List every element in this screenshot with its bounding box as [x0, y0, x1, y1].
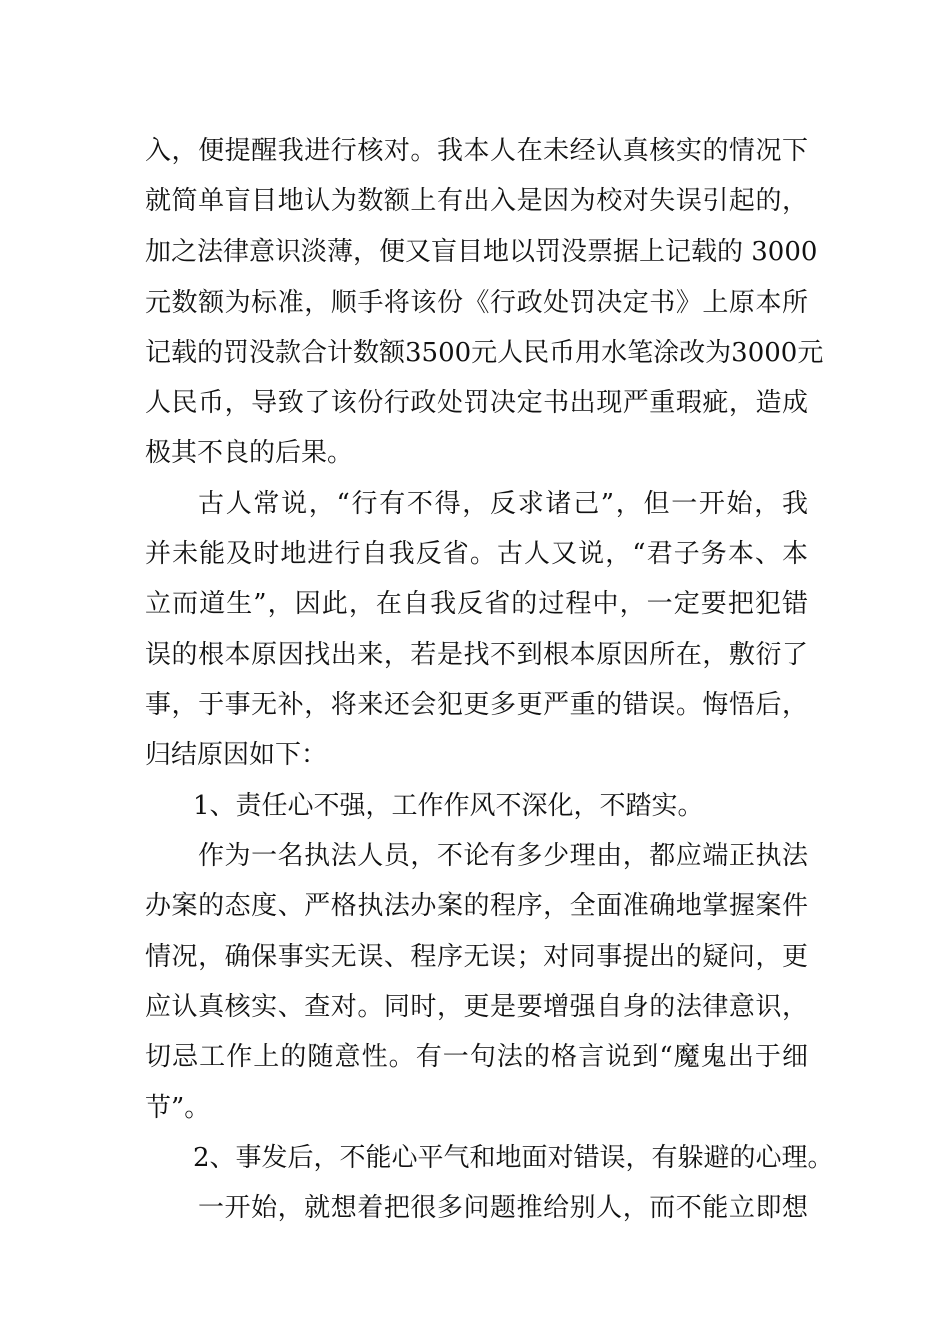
text-line: 就简单盲目地认为数额上有出入是因为校对失误引起的，	[145, 186, 808, 216]
text-line: 元数额为标准，顺手将该份《行政处罚决定书》上原本所	[145, 288, 808, 318]
text-line: 事，于事无补，将来还会犯更多更严重的错误。悔悟后，	[145, 690, 808, 720]
text-line: 立而道生”，因此，在自我反省的过程中，一定要把犯错	[145, 589, 808, 619]
text-line: 情况，确保事实无误、程序无误；对同事提出的疑问，更	[145, 942, 808, 972]
text-line: 记载的罚没款合计数额3500元人民币用水笔涂改为3000元	[145, 338, 824, 368]
text-line: 切忌工作上的随意性。有一句法的格言说到“魔鬼出于细	[145, 1042, 808, 1072]
text-line: 误的根本原因找出来，若是找不到根本原因所在，敷衍了	[145, 640, 808, 670]
text-line: 并未能及时地进行自我反省。古人又说，“君子务本、本	[145, 539, 808, 569]
text-line: 节”。	[145, 1093, 211, 1123]
paragraph-first-line: 作为一名执法人员，不论有多少理由，都应端正执法	[198, 841, 808, 871]
text-line: 加之法律意识淡薄，便又盲目地以罚没票据上记载的 3000	[145, 237, 818, 267]
section-heading: 2、事发后，不能心平气和地面对错误，有躲避的心理。	[193, 1143, 834, 1173]
text-line: 应认真核实、查对。同时，更是要增强自身的法律意识，	[145, 992, 808, 1022]
section-heading: 1、责任心不强，工作作风不深化，不踏实。	[193, 791, 704, 821]
text-line: 入，便提醒我进行核对。我本人在未经认真核实的情况下	[145, 136, 808, 166]
text-line: 人民币，导致了该份行政处罚决定书出现严重瑕疵，造成	[145, 388, 808, 418]
text-line: 办案的态度、严格执法办案的程序，全面准确地掌握案件	[145, 891, 808, 921]
text-line: 极其不良的后果。	[145, 438, 354, 468]
paragraph-first-line: 一开始，就想着把很多问题推给别人，而不能立即想	[198, 1193, 808, 1223]
paragraph-first-line: 古人常说，“行有不得，反求诸己”，但一开始，我	[198, 489, 808, 519]
text-line: 归结原因如下：	[145, 740, 328, 770]
